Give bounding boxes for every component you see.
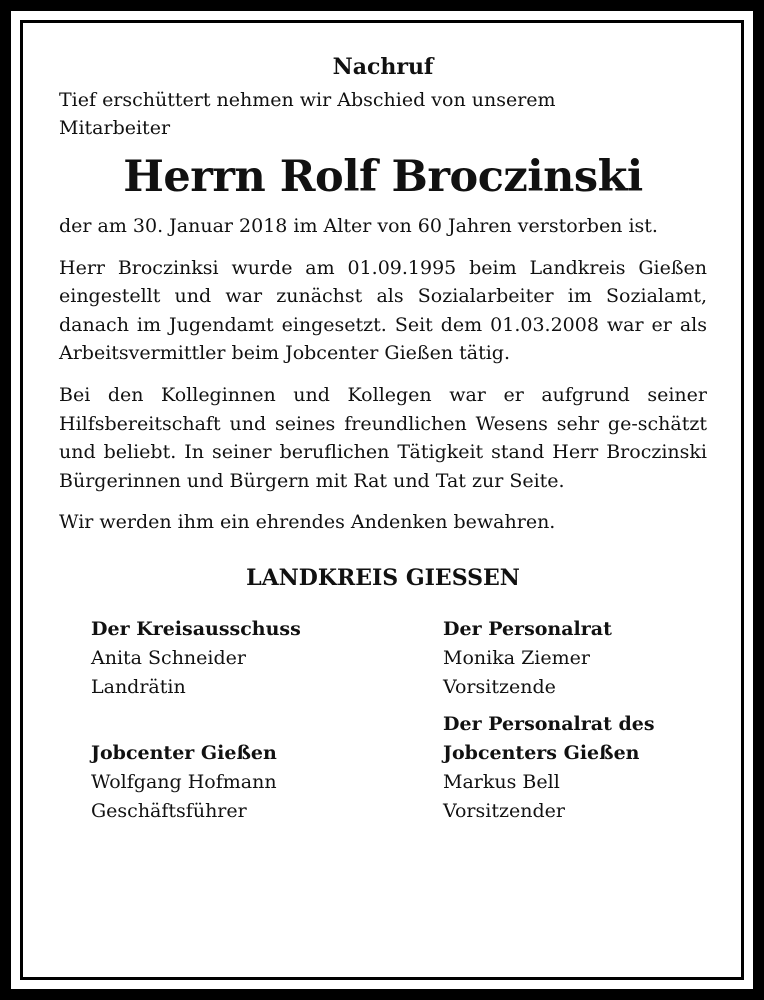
signatories [59, 615, 707, 845]
signer-title: Vorsitzender [443, 799, 565, 822]
signer-role-line1: Der Personalrat des [443, 712, 655, 735]
appreciation-paragraph: Bei den Kolleginnen und Kollegen war er aufgrund seiner Hilfsbereitschaft und seines freundlichen Wesens sehr ge-schätzt und beliebt. In seiner beruflichen Tätigkeit stand Herr Broczinski Bürgerinnen und Bürgern mit Rat und Tat zur Seite. [59, 383, 707, 492]
signer-title: Geschäftsführer [91, 799, 247, 822]
obituary-content [59, 52, 707, 845]
death-notice-text: der am 30. Januar 2018 im Alter von 60 Jahren verstorben ist. [59, 215, 658, 237]
signer-title: Landrätin [91, 675, 186, 698]
signer-role: Der Personalrat [443, 617, 612, 640]
obituary-heading: Nachruf [332, 54, 434, 80]
signer-role-line2: Jobcenters Gießen [443, 741, 640, 764]
career-paragraph: Herr Broczinksi wurde am 01.09.1995 beim Landkreis Gießen eingestellt und war zunächst als Sozialarbeiter im Sozialamt, danach im Jugendamt eingesetzt. Seit dem 01.03.2008 war er als Arbeitsvermittler beim Jobcenter Gießen tätig. [59, 256, 707, 365]
signer-name: Monika Ziemer [443, 646, 590, 669]
deceased-name: Herrn Rolf Broczinski [123, 152, 643, 202]
signer-name: Markus Bell [443, 770, 560, 793]
closing-line: Wir werden ihm ein ehrendes Andenken bewahren. [59, 511, 556, 534]
signer-kreisausschuss [91, 615, 301, 702]
signer-title: Vorsitzende [443, 675, 556, 698]
intro-text: Tief erschüttert nehmen wir Abschied von unserem Mitarbeiter [59, 89, 556, 139]
signer-jobcenter [91, 739, 277, 826]
organization-name: LANDKREIS GIESSEN [246, 564, 520, 591]
signer-personalrat [443, 615, 612, 702]
signer-role: Der Kreisausschuss [91, 617, 301, 640]
signer-name: Anita Schneider [91, 646, 246, 669]
signer-personalrat-jobcenter [443, 710, 655, 826]
signer-name: Wolfgang Hofmann [91, 770, 277, 793]
signer-role: Jobcenter Gießen [91, 741, 277, 764]
